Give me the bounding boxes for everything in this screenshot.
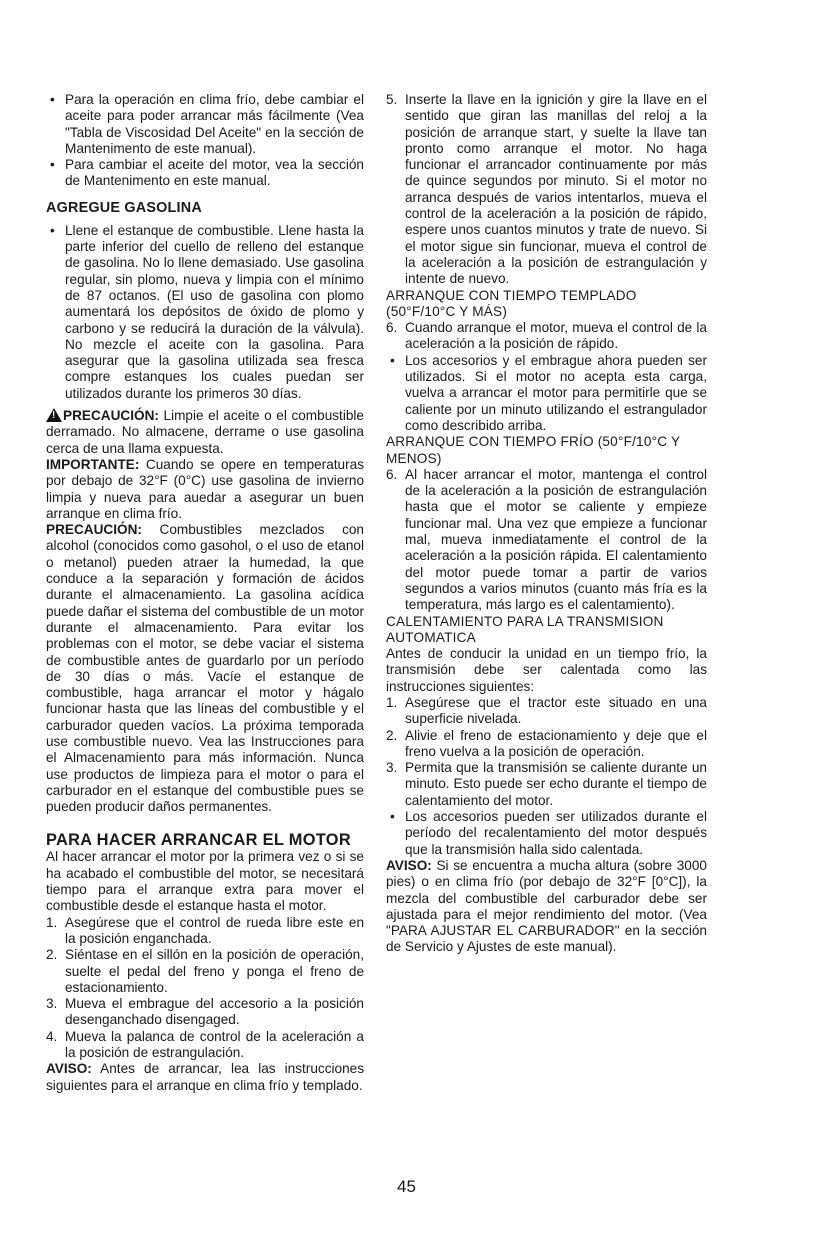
caution-label: PRECAUCIÓN: (46, 522, 142, 538)
caution-text: Limpie el aceite o el combustible derramado. No almacene, derrame o use gasolina cerca de una llama expuesta. (46, 408, 364, 456)
caution-alcohol-paragraph (46, 522, 364, 815)
step-item (46, 947, 364, 996)
right-column (386, 92, 707, 956)
step-number: 1. (386, 694, 398, 710)
caution-text: Combustibles mezclados con alcohol (conocidos como gasohol, o el uso de etanol o metanol) pueden atraer la humedad, la que conduce a la separación y formación de ácidos durante el almacenamiento. La gasolina acídica puede dañar el sistema del combustible de un motor durante el almacenamiento. Para evitar los problemas con el motor, se debe vaciar el sistema de combustible antes de guardarlo por un período de 30 días o más. Vacíe el estanque de combustible, haga arrancar el motor y hágalo funcionar hasta que las líneas del combustible y el carburador queden vacíos. La próxima temporada use combustible nuevo. Vea las Instrucciones para el Almacenamiento para más información. Nunca use productos de limpieza para el motor o para el carburador en el estanque del combustible pues se pueden producir daños permanentes. (46, 522, 364, 815)
step-item (386, 467, 707, 614)
section-heading-add-gasoline: AGREGUE GASOLINA (46, 199, 202, 216)
step-text: Asegúrese que el control de rueda libre este en la posición enganchada. (65, 914, 364, 946)
page-number: 45 (397, 1177, 416, 1196)
step-text: Permita que la transmisión se caliente durante un minuto. Esto puede ser echo durante el tiempo de calentamiento del motor. (405, 760, 707, 808)
notice-label: AVISO: (386, 857, 432, 873)
warning-triangle-icon (46, 408, 62, 422)
step-number: 6. (386, 320, 398, 336)
step-text: Mueva el embrague del accesorio a la posición desenganchado disengaged. (65, 996, 364, 1028)
step-item (386, 728, 707, 761)
list-item (46, 157, 364, 190)
list-item (46, 92, 364, 157)
step-item (386, 760, 707, 809)
step-item (386, 695, 707, 728)
notice-text: Antes de arrancar, lea las instrucciones siguientes para el arranque en clima frío y templado. (46, 1061, 364, 1093)
list-item (386, 809, 707, 858)
list-item (386, 353, 707, 434)
caution-label: PRECAUCIÓN: (63, 408, 159, 424)
notice-paragraph (46, 1061, 364, 1094)
bullet-text: Los accesorios pueden ser utilizados durante el período del recalentamiento del motor después que la transmisión halla sido calentada. (405, 809, 707, 857)
step-text: Cuando arranque el motor, mueva el control de la aceleración a la posición de rápido. (405, 320, 707, 352)
section-heading-start-engine: PARA HACER ARRANCAR EL MOTOR (46, 831, 351, 850)
step-item (46, 996, 364, 1029)
step-number: 3. (46, 996, 58, 1012)
step-number: 1. (46, 914, 58, 930)
bullet-text: Los accesorios y el embrague ahora pueden ser utilizados. Si el motor no acepta esta carga, vuelva a arrancar el motor para permitirle que se caliente por un minuto utilizando el estrangulador como describido arriba. (405, 352, 707, 433)
bullet-text: Para la operación en clima frío, debe cambiar el aceite para poder arrancar más fácilmente (Vea "Tabla de Viscosidad Del Aceite" en la sección de Mantenimento de este manual). (65, 92, 364, 156)
notice-label: AVISO: (46, 1061, 92, 1077)
important-label: IMPORTANTE: (46, 456, 140, 472)
important-text: Cuando se opere en temperaturas por debajo de 32°F (0°C) use gasolina de invierno limpia y nueva para auedar a asegurar un buen arranque en clima frío. (46, 456, 364, 521)
step-number: 5. (386, 92, 398, 107)
left-column (46, 92, 364, 1094)
step-text: Siéntase en el sillón en la posición de operación, suelte el pedal del freno y ponga el freno de estacionamiento. (65, 947, 364, 995)
step-item (46, 915, 364, 948)
step-text: Al hacer arrancar el motor, mantenga el control de la aceleración a la posición de estrangulación hasta que el motor se caliente y empieze funcionar mal. Una vez que empieze a funcionar mal, mueva inmediatamente el control de la aceleración a la posición rápida. El calentamiento del motor puede tomar a partir de varios segundos a varios minutos (cuanto más fría es la temperatura, más largo es el calentamiento). (405, 466, 707, 613)
section-heading-cold-start: ARRANQUE CON TIEMPO FRÍO (50°F/10°C Y MENOS) (386, 434, 680, 466)
step-number: 2. (386, 727, 398, 743)
step-number: 2. (46, 947, 58, 963)
step-text: Alivie el freno de estacionamiento y deje que el freno vuelva a la posición de operación. (405, 727, 707, 759)
start-intro: Al hacer arrancar el motor por la primera vez o si se ha acabado el combustible del motor, se necesitará tiempo para el arranque extra para mover el combustible desde el estanque hasta el motor. (46, 849, 364, 914)
bullet-text: Para cambiar el aceite del motor, vea la sección de Mantenimento en este manual. (65, 157, 364, 189)
bullet-text: Llene el estanque de combustible. Llene hasta la parte inferior del cuello de relleno del estanque de gasolina. No lo llene demasiado. Use gasolina regular, sin plomo, nueva y limpia con el mínimo de 87 octanos. (El uso de gasolina con plomo aumentará los depósitos de óxido de plomo y carbono y se reducirá la duración de la válvula). No mezcle el aceite con la gasolina. Para asegurar que la gasolina utilizada sea fresca compre estanques los cuales puedan ser utilizados durante los primeros 30 días. (65, 222, 364, 401)
notice-paragraph (386, 858, 707, 956)
transmission-intro: Antes de conducir la unidad en un tiempo frío, la transmisión debe ser calentada como las instrucciones siguientes: (386, 646, 707, 694)
step-item (386, 320, 707, 353)
step-item (386, 92, 707, 288)
section-heading-transmission-warmup: CALENTAMIENTO PARA LA TRANSMISION AUTOMATICA (386, 613, 664, 645)
notice-text: Si se encuentra a mucha altura (sobre 3000 pies) o en clima frío (por debajo de 32°F [0°C]), la mezcla del combustible del carburador debe ser ajustada para el mejor rendimiento del motor. (Vea "PARA AJUSTAR EL CARBURADOR" en la sección de Servicio y Ajustes de este manual). (386, 857, 707, 955)
step-item (46, 1029, 364, 1062)
list-item (46, 223, 364, 402)
important-paragraph (46, 457, 364, 522)
step-number: 6. (386, 466, 398, 482)
step-text: Inserte la llave en la ignición y gire la llave en el sentido que giran las manillas del reloj a la posición de arranque start, y suelte la llave tan pronto como arranque el motor. No haga funcionar el arrancador continuamente por más de quince segundos por minuto. Si el motor no arranca después de varios intentarlos, mueva el control de la aceleración a la posición de rápido, espere unos cuantos minutos y trate de nuevo. Si el motor sigue sin funcionar, mueva el control de la aceleración a la posición de estrangulación y intente de nuevo. (405, 92, 707, 287)
step-number: 3. (386, 760, 398, 776)
caution-paragraph (46, 408, 364, 457)
section-heading-warm-start: ARRANQUE CON TIEMPO TEMPLADO (50°F/10°C Y MÁS) (386, 287, 637, 319)
step-text: Asegúrese que el tractor este situado en una superficie nivelada. (405, 694, 707, 727)
step-number: 4. (46, 1028, 58, 1044)
step-text: Mueva la palanca de control de la aceleración a la posición de estrangulación. (65, 1028, 364, 1061)
